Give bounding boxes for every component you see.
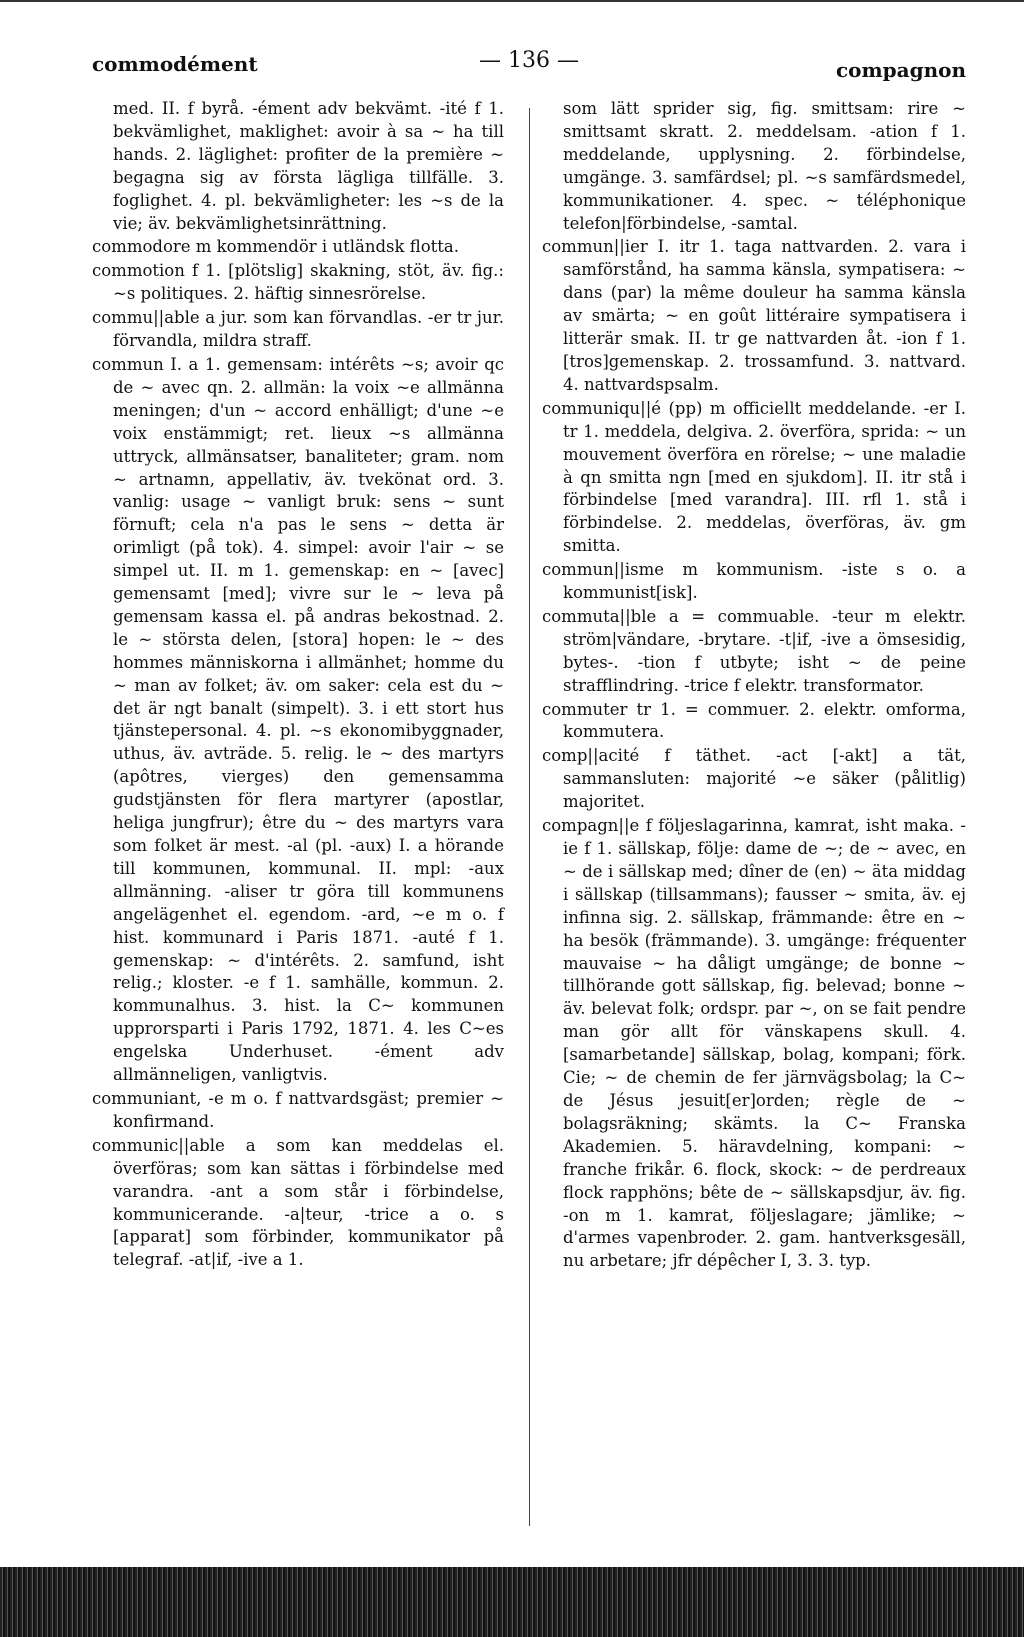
dictionary-entry: compagn||e f följeslagarinna, kamrat, isht maka. -ie f 1. sällskap, följe: dame de ~; de ~ avec, en ~ de i sällskap med; dîner de (en) ~ äta middag i sällskap (tillsammans); fausser ~ smita, äv. ej infinna sig. 2. sällskap, främmande: être en ~ ha besök (främmande). 3. umgänge: fréquenter mauvaise ~ ha dåligt umgänge; de bonne ~ tillhörande gott sällskap, fig. belevad; bonne ~ äv. belevat folk; ordspr. par ~, on se fait pendre man gör allt för vänskapens skull. 4. [samarbetande] sällskap, bolag, kompani; förk. Cie; ~ de chemin de fer järnvägsbolag; la C~ de Jésus jesuit[er]orden; règle de ~ bolagsräkning; skämts. la C~ Franska Akademien. 5. häravdelning, kompani: ~ franche frikår. 6. flock, skock: ~ de perdreaux flock rapphöns; bête de ~ sällskapsdjur, äv. fig. -on m 1. kamrat, följeslagare; jämlike; ~ d'armes vapenbroder. 2. gam. hantverksgesäll, nu arbetare; jfr dépêcher I, 3. 3. typ. [542,816,966,1271]
dictionary-entry: commuter tr 1. = commuer. 2. elektr. omforma, kommutera. [542,699,966,742]
header-right-guideword: compagnon [835,58,966,82]
dictionary-entry: commuta||ble a = commuable. -teur m elektr. ström|vändare, -brytare. -t|if, -ive a ömsesidig, bytes-. -tion f utbyte; isht ~ de peine strafflindring. -trice f elektr. transformator. [542,606,966,695]
header-left-guideword: commodément [92,52,258,76]
right-column [542,98,966,1274]
top-rule [0,0,1024,2]
page-number: — 136 — [479,48,579,73]
page-header [92,48,966,88]
dictionary-entry: commu||able a jur. som kan förvandlas. -er tr jur. förvandla, mildra straff. [92,308,504,351]
dictionary-entry: communiant, -e m o. f nattvardsgäst; premier ~ konfirmand. [92,1088,504,1131]
dictionary-entry: commun I. a 1. gemensam: intérêts ~s; avoir qc de ~ avec qn. 2. allmän: la voix ~e allmänna meningen; d'un ~ accord enhälligt; d'une ~e voix enstämmigt; ret. lieux ~s allmänna uttryck, allmänsatser, banaliteter; gram. nom ~ artnamn, appellativ, äv. tvekönat ord. 3. vanlig: usage ~ vanligt bruk: sens ~ sunt förnuft; cela n'a pas le sens ~ detta är orimligt (på tok). 4. simpel: avoir l'air ~ se simpel ut. II. m 1. gemenskap: en ~ [avec] gemensamt [med]; vivre sur le ~ leva på gemensam kassa el. på andras bekostnad. 2. le ~ största delen, [stora] hopen: le ~ des hommes människorna i allmänhet; homme du ~ man av folket; äv. om saker: cela est du ~ det är ngt banalt (simpelt). 3. i ett stort hus tjänstepersonal. 4. pl. ~s ekonomibyggnader, uthus, äv. avträde. 5. relig. le ~ des martyrs (apôtres, vierges) den gemensamma gudstjänsten för flera martyrer (apostlar, heliga jungfrur); être du ~ des martyrs vara som folket är mest. -al (pl. -aux) I. a hörande till kommunen, kommunal. II. mpl: -aux allmänning. -aliser tr göra till kommunens angelägenhet el. egendom. -ard, ~e m o. f hist. kommunard i Paris 1871. -auté f 1. gemenskap: ~ d'intérêts. 2. samfund, isht relig.; kloster. -e f 1. samhälle, kommun. 2. kommunalhus. 3. hist. la C~ kommunen upprorsparti i Paris 1792, 1871. 4. les C~es engelska Underhuset. -ément adv allmänneligen, vanligtvis. [92,354,504,1085]
column-divider [529,108,530,1526]
left-column [92,98,504,1273]
dictionary-entry: communic||able a som kan meddelas el. överföras; som kan sättas i förbindelse med varandra. -ant a som står i förbindelse, kommunicerande. -a|teur, -trice a o. s [apparat] som förbinder, kommunikator på telegraf. -at|if, -ive a 1. [92,1135,504,1270]
dictionary-entry: commun||isme m kommunism. -iste s o. a kommunist[isk]. [542,560,966,603]
dictionary-entry: med. II. f byrå. -ément adv bekvämt. -ité f 1. bekvämlighet, maklighet: avoir à sa ~ ha till hands. 2. läglighet: profiter de la première ~ begagna sig av första lägliga tillfälle. 3. foglighet. 4. pl. bekvämligheter: les ~s de la vie; äv. bekvämlighetsinrättning. [113,99,504,233]
dictionary-entry: commotion f 1. [plötslig] skakning, stöt, äv. fig.: ~s politiques. 2. häftig sinnesrörelse. [92,261,504,304]
scan-edge-strip [0,1567,1024,1637]
dictionary-entry: comp||acité f täthet. -act [-akt] a tät, sammansluten: majorité ~e säker (pålitlig) majoritet. [542,746,966,812]
dictionary-entry: commodore m kommendör i utländsk flotta. [92,237,460,257]
dictionary-entry: commun||ier I. itr 1. taga nattvarden. 2. vara i samförstånd, ha samma känsla, sympatisera: ~ dans (par) la même douleur ha samma känsla av smärta; ~ en goût littéraire sympatisera i litterär smak. II. tr ge nattvarden åt. -ion f 1. [tros]gemenskap. 2. trossamfund. 3. nattvard. 4. nattvardspsalm. [542,237,966,394]
dictionary-entry: som lätt sprider sig, fig. smittsam: rire ~ smittsamt skratt. 2. meddelsam. -ation f 1. meddelande, upplysning. 2. förbindelse, umgänge. 3. samfärdsel; pl. ~s samfärdsmedel, kommunikationer. 4. spec. ~ téléphonique telefon|förbindelse, -samtal. [563,99,966,233]
dictionary-entry: communiqu||é (pp) m officiellt meddelande. -er I. tr 1. meddela, delgiva. 2. överföra, sprida: ~ un mouvement överföra en rörelse; ~ une maladie à qn smitta ngn [med en sjukdom]. II. itr stå i förbindelse [med varandra]. III. rfl 1. stå i förbindelse. 2. meddelas, överföras, äv. gm smitta. [542,398,966,556]
